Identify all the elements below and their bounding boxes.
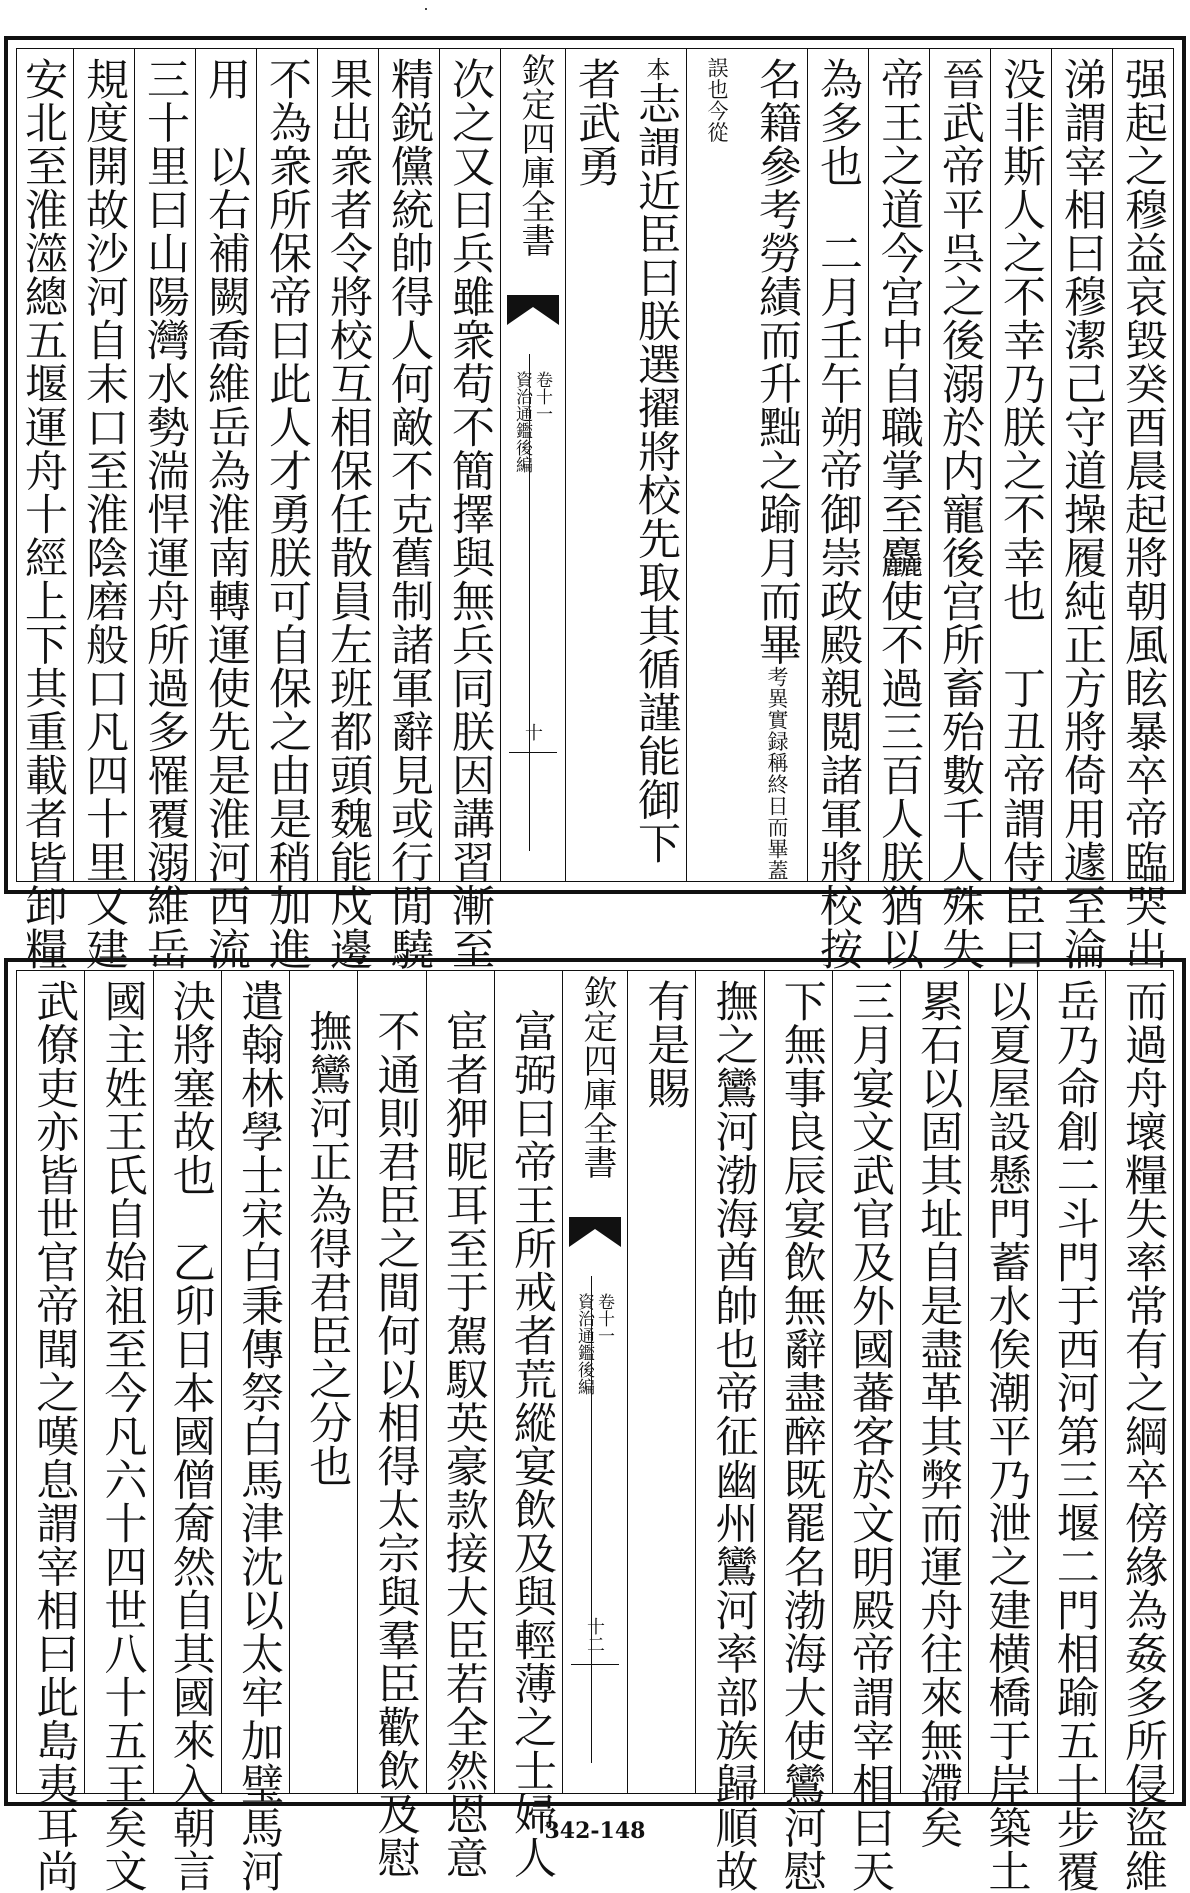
text-column-5: 三月宴文武官及外國蕃客於文明殿帝謂宰相曰天: [832, 971, 900, 1793]
text-column-1: 强起之穆益哀毀癸酉晨起將朝風眩暴卒帝臨哭出: [1112, 49, 1173, 881]
page-number: 十二: [584, 1617, 605, 1653]
text-column-13: 遣翰林學士宋白秉傳祭白馬津沈以太牢加璧馬河: [221, 971, 289, 1793]
text-column-2: 岳乃命創二斗門于西河第三堰二門相踰五十步覆: [1037, 971, 1105, 1793]
text-column-4: 累石以固其址自是盡革其弊而運舟往來無滯矣: [900, 971, 968, 1793]
text-column-16: 武僚吏亦皆世官帝聞之嘆息謂宰相曰此島夷耳尚: [29, 979, 80, 1893]
annotation-note: 考異實録稱終日而畢蓋誤也今從: [705, 57, 789, 881]
text-column-8: [565, 49, 686, 881]
annotation-prefix: 本: [642, 57, 670, 82]
text-block: [16, 48, 1174, 971]
page-code-footer: 342-148: [544, 1818, 646, 1844]
page-gutter: [500, 49, 565, 881]
volume-label: 卷十一: [532, 371, 552, 422]
page-gutter: [562, 971, 627, 1793]
text-column-6: 為多也 二月壬午朔帝御崇政殿親閲諸軍將校按: [807, 49, 868, 881]
text-column-15: 國主姓王氏自始祖至今凡六十四世八十五王矣文: [84, 971, 152, 1793]
text-column-8: 有是賜: [627, 971, 695, 1793]
gutter-rule-horizontal: [509, 752, 557, 753]
book-name: 資治通鑑後編: [512, 371, 532, 473]
text-column-7: 撫之鸞河渤海酋帥也帝征幽州鸞河率部族歸順故: [695, 971, 763, 1793]
text-column-4: 晉武帝平呉之後溺於内寵後宫所畜殆數千人殊失: [929, 49, 990, 881]
book-title: 欽定四庫全書: [515, 53, 555, 257]
text-column-12: 不為衆所保帝曰此人才勇朕可自保之由是稍加進: [256, 49, 317, 881]
text-column-1: 而過舟壞糧失率常有之綱卒傍緣為姦多所侵盜維: [1105, 971, 1173, 1793]
text-column-3: 以夏屋設懸門蓄水俟潮平乃泄之建横橋于岸築土: [968, 971, 1036, 1793]
text-column-11: 不通則君臣之間何以相得太宗與羣臣歡飲及慰: [357, 971, 425, 1793]
text-column-2: 涕謂宰相曰穆潔己守道操履純正方將倚用遽至淪: [1051, 49, 1112, 881]
text-column-13: 用 以右補闕喬維岳為淮南轉運使先是淮河西流: [195, 49, 256, 881]
fish-tail-mark: [569, 1217, 621, 1247]
book-name: 資治通鑑後編: [574, 1293, 594, 1395]
column-main-text: 志謂近臣曰朕選擢將校先取其循謹能御下者武勇: [571, 57, 681, 865]
text-column-12: 撫鸞河正為得君臣之分也: [289, 971, 357, 1793]
text-column-15: 規度開故沙河自末口至淮陰磨般口凡四十里又建: [73, 49, 134, 881]
text-column-3: 没非斯人之不幸乃朕之不幸也 丁丑帝謂侍臣曰: [990, 49, 1051, 881]
text-column-10: 精鋭儻統帥得人何敵不克舊制諸軍辭見或行閒驍: [378, 49, 439, 881]
book-title: 欽定四庫全書: [577, 975, 617, 1179]
volume-label: 卷十一: [594, 1293, 614, 1344]
text-column-16: 安北至淮澨總五堰運舟十經上下其重載者皆卸糧: [18, 57, 68, 971]
text-column-7: [686, 49, 807, 881]
fish-tail-mark: [507, 295, 559, 325]
text-column-10: 宦者狎昵耳至于駕馭英豪款接大臣若全然恩意: [426, 971, 494, 1793]
text-column-11: 果出衆者令將校互相保任散員左班都頭魏能戍邊: [317, 49, 378, 881]
page-frame: [4, 36, 1186, 971]
text-column-14: 決將塞故也 乙卯日本國僧奝然自其國來入朝言: [153, 971, 221, 1793]
text-column-9: 富弼曰帝王所戒者荒縱宴飲及與輕薄之士婦人: [494, 971, 562, 1793]
gutter-rule-horizontal: [571, 1664, 619, 1665]
text-column-9: 次之又曰兵雖衆苟不簡擇與無兵同朕因講習漸至: [439, 49, 500, 881]
column-main-text: 名籍參考勞績而升黜之踰月而畢: [752, 57, 802, 666]
text-column-6: 下無事良辰宴飲無辭盡醉既罷名渤海大使鸞河慰: [764, 971, 832, 1793]
page-number: 十: [522, 723, 543, 741]
text-column-5: 帝王之道今宫中自職掌至麤使不過三百人朕猶以: [868, 49, 929, 881]
text-column-14: 三十里曰山陽灣水勢湍悍運舟所過多罹覆溺維岳: [134, 49, 195, 881]
